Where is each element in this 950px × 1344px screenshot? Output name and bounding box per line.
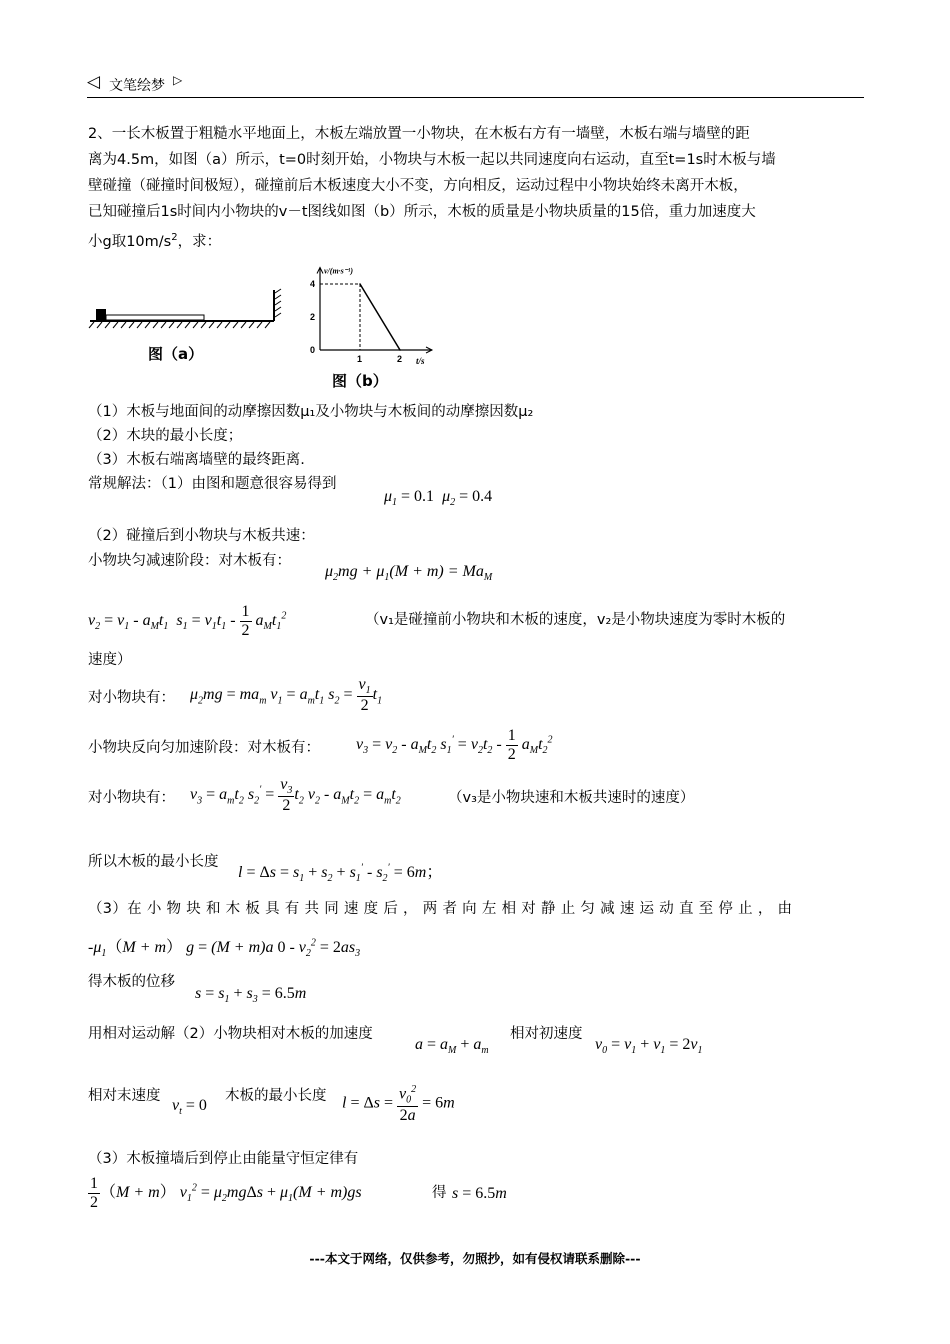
x-tick-label: 2 [397,354,403,364]
y-tick-label: 0 [310,345,316,355]
solution-decel-label: 小物块匀减速阶段：对木板有： [88,553,291,569]
part-3-text: （3）在 小 物 块 和 木 板 具 有 共 同 速 度 后 ， 两 者 向 左 相 对 静 止 匀 减 速 运 动 直 至 停 止 ， 由 [88,901,793,917]
wall-hatch [275,289,281,317]
header [87,72,864,98]
decel-equation: $-\mu_1(M + m) g = (M + m)a$ $0 - v_2^2 = 2as_3$ [88,937,361,960]
problem-line: 离为4.5m，如图（a）所示，t=0时刻开始，小物块与木板一起以共同速度向右运动，直至t=1s时木板与墙 [88,152,776,168]
board-equation: $\mu_2mg + \mu_1(M + m) = Ma_M$ [325,563,493,584]
problem-last-post: ，求： [177,233,222,250]
mu-values: $\mu_1 = 0.1$ $\mu_2 = 0.4$ [384,488,493,509]
y-tick-label: 4 [310,279,316,289]
y-tick-label: 2 [310,312,316,322]
problem-line: 已知碰撞后1s时间内小物块的v－t图线如图（b）所示，木板的质量是小物块质量的15倍，重力加速度大 [88,204,756,220]
y-axis-label: v/(m·s⁻¹) [324,266,354,276]
displacement-label: 得木板的位移 [88,974,175,990]
min-length-equation: $l = \Delta s = s_1 + s_2 + s_1' - s_2' = 6m$； [238,862,443,885]
accel-label: 小物块反向匀加速阶段：对木板有： [88,740,320,756]
question-1: （1）木板与地面间的动摩擦因数μ₁及小物块与木板间的动摩擦因数μ₂ [88,404,534,420]
energy-equation: $\frac{1}{2}$ （M + m） $v_1^2 = \mu_2mg\Delta s + \mu_1(M + m)gs$ [90,1175,362,1211]
displacement-equation: $s = s_1 + s_3 = 6.5m$ [195,985,307,1006]
energy-label: （3）木板撞墙后到停止由能量守恒定律有 [88,1151,359,1167]
x-tick-label: 1 [357,354,363,364]
forward-arrow-icon: ▷ [173,73,183,87]
relative-accel-label: 用相对运动解（2）小物块相对木板的加速度 [88,1026,373,1042]
header-title: 文笔绘梦 [109,78,165,94]
small-block [96,309,106,320]
ground-hatch [89,322,270,328]
solution-part-2: （2）碰撞后到小物块与木板共速： [88,528,315,544]
solution-label: 常规解法：（1）由图和题意很容易得到 [88,476,337,492]
min-length-label: 所以木板的最小长度 [88,854,219,870]
data-point [399,349,401,351]
result-label: 得 [432,1185,447,1201]
footer-notice: ---本文于网络，仅供参考，勿照抄，如有侵权请联系删除--- [309,1251,641,1266]
header-divider [87,97,864,98]
question-3: （3）木板右端离墙壁的最终距离. [88,452,305,468]
board-equation-2: $v_3 = v_2 - a_Mt_2$ $s_1' = v_2t_2$ - $\frac{1}{2}$ $a_Mt_2^2$ [356,727,553,763]
min-length-label-2: 木板的最小长度 [225,1088,327,1104]
block-label-1: 对小物块有： [88,690,175,706]
back-arrow-icon: ◁ [87,72,101,92]
block-equation-2: $v_3 = a_mt_2$ $s_2'$ = $\frac{v_3}{2}$ $t_2$ $v_2 - a_Mt_2 = a_mt_2$ [190,776,401,815]
relative-v0-equation: $v_0 = v_1 + v_1 = 2v_1$ [595,1036,703,1057]
figure-b-caption: 图（b） [332,372,388,390]
v2-equation: $v_2 = v_1 - a_Mt_1$ $s_1 = v_1t_1$ - $\frac{1}{2}$ $a_Mt_1^2$ [88,603,287,639]
problem-last-text: 小g取10m/s [88,233,172,250]
relative-v0-label: 相对初速度 [510,1026,583,1042]
figure-a-caption: 图（a） [148,345,204,363]
question-2: （2）木块的最小长度； [88,428,243,444]
block-equation-1: $\mu_2mg = ma_m$ $v_1 = a_mt_1$ $s_2$ = $\frac{v_1}{2}$ $t_1$ [190,676,383,715]
superscript: 2 [171,232,178,243]
problem-line-last [88,228,221,252]
problem-line: 2、一长木板置于粗糙水平地面上，木板左端放置一小物块，在木板右方有一墙壁，木板右端与墙壁的距 [88,126,750,142]
relative-accel-equation: $a = a_M + a_m$ [415,1036,489,1057]
v3-note: （v₃是小物块速和木板共速时的速度） [448,790,695,806]
relative-vt-equation: $v_t = 0$ [172,1097,207,1118]
series-line [360,284,400,350]
data-point [359,283,361,285]
v1-note-cont: 速度） [88,652,132,668]
min-length-equation-2: l = Δs = $\frac{v_0^2}{2a}$ = 6m [342,1084,455,1124]
board [106,315,204,320]
block-label-2: 对小物块有： [88,790,175,806]
problem-line: 壁碰撞（碰撞时间极短），碰撞前后木板速度大小不变，方向相反，运动过程中小物块始终未离开木板， [88,178,748,194]
result-equation: s = 6.5m [452,1185,507,1202]
relative-vt-label: 相对末速度 [88,1088,161,1104]
figure-b-chart [300,250,450,370]
v1-note: （v₁是碰撞前小物块和木板的速度，v₂是小物块速度为零时木板的 [365,612,786,628]
x-axis-label: t/s [416,356,425,366]
